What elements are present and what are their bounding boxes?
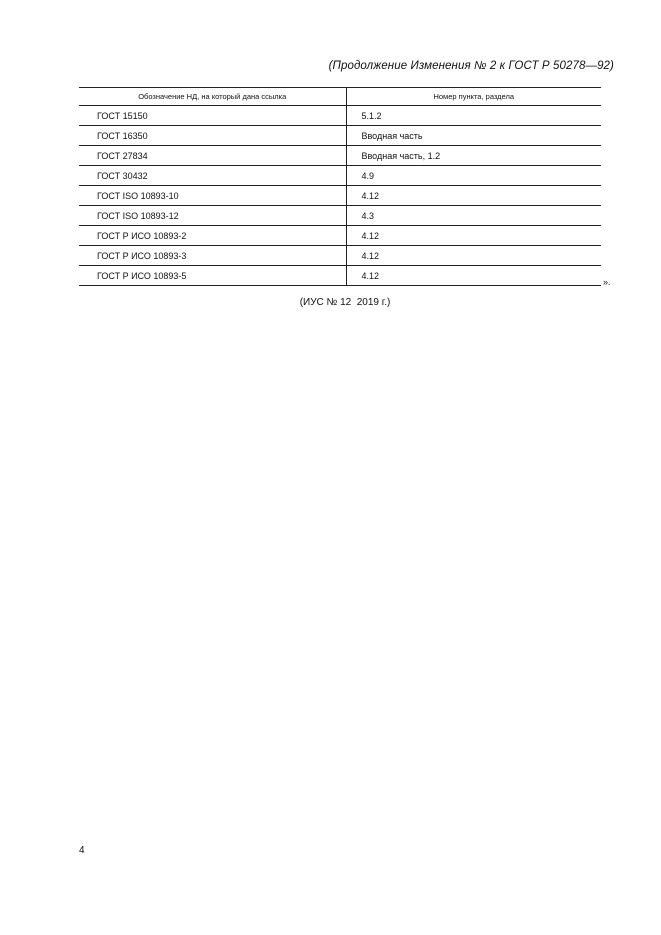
table-row bbox=[79, 186, 601, 206]
table-row bbox=[79, 166, 601, 186]
page-number: 4 bbox=[79, 845, 85, 856]
table-row bbox=[79, 146, 601, 166]
section-cell: 4.12 bbox=[346, 186, 601, 206]
page-header: (Продолжение Изменения № 2 к ГОСТ Р 50278—92) bbox=[328, 60, 614, 72]
document-cell: ГОСТ ISO 10893-12 bbox=[79, 206, 346, 226]
section-cell: Вводная часть, 1.2 bbox=[346, 146, 601, 166]
column-header-section: Номер пункта, раздела bbox=[346, 88, 601, 106]
section-cell: 4.3 bbox=[346, 206, 601, 226]
document-cell: ГОСТ Р ИСО 10893-5 bbox=[79, 266, 346, 286]
table-row bbox=[79, 266, 601, 286]
document-cell: ГОСТ Р ИСО 10893-2 bbox=[79, 226, 346, 246]
section-cell: 4.12 bbox=[346, 246, 601, 266]
document-cell: ГОСТ ISO 10893-10 bbox=[79, 186, 346, 206]
section-cell: Вводная часть bbox=[346, 126, 601, 146]
document-cell: ГОСТ 30432 bbox=[79, 166, 346, 186]
reference-table bbox=[79, 87, 601, 286]
section-cell: 4.12 bbox=[346, 226, 601, 246]
column-header-document: Обозначение НД, на который дана ссылка bbox=[79, 88, 346, 106]
table-row bbox=[79, 106, 601, 126]
table-header-row bbox=[79, 88, 601, 106]
document-cell: ГОСТ 27834 bbox=[79, 146, 346, 166]
section-cell: 5.1.2 bbox=[346, 106, 601, 126]
table-row bbox=[79, 126, 601, 146]
section-cell: 4.9 bbox=[346, 166, 601, 186]
table-row bbox=[79, 206, 601, 226]
closing-quote-mark: ». bbox=[603, 277, 611, 287]
document-cell: ГОСТ Р ИСО 10893-3 bbox=[79, 246, 346, 266]
table-row bbox=[79, 246, 601, 266]
document-cell: ГОСТ 15150 bbox=[79, 106, 346, 126]
document-cell: ГОСТ 16350 bbox=[79, 126, 346, 146]
publication-note: (ИУС № 12 2019 г.) bbox=[299, 297, 391, 308]
table-row bbox=[79, 226, 601, 246]
section-cell: 4.12 bbox=[346, 266, 601, 286]
